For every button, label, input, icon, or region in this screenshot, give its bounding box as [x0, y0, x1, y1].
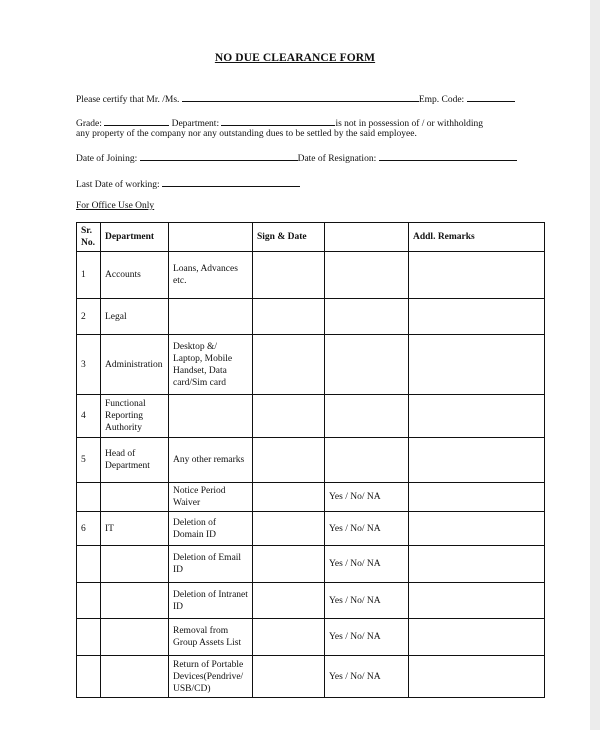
department-header: Department	[101, 223, 169, 252]
sign-date-cell	[253, 299, 325, 335]
last-day-blank	[162, 177, 300, 187]
department-cell	[101, 483, 169, 512]
status-cell	[325, 335, 409, 395]
table-row	[77, 546, 545, 583]
sign-date-cell	[253, 546, 325, 583]
item-cell: Deletion of Domain ID	[169, 512, 253, 546]
sr-cell: 6	[77, 512, 101, 546]
last-day-label: Last Date of working:	[76, 180, 160, 190]
sign-date-cell	[253, 483, 325, 512]
item-cell: Any other remarks	[169, 438, 253, 483]
department-cell: Functional Reporting Authority	[101, 395, 169, 438]
dates-line	[76, 151, 517, 165]
sign-date-cell	[253, 583, 325, 619]
remarks-cell	[409, 656, 545, 698]
table-row	[77, 438, 545, 483]
table-row	[77, 512, 545, 546]
item-cell: Deletion of Intranet ID	[169, 583, 253, 619]
certify-line	[76, 92, 515, 106]
doj-blank	[140, 151, 298, 161]
department-blank	[221, 116, 335, 126]
property-line: any property of the company nor any outstanding dues to be settled by the said employee.	[76, 129, 417, 139]
sign-date-cell	[253, 619, 325, 656]
remarks-cell	[409, 299, 545, 335]
sign-date-cell	[253, 395, 325, 438]
dor-label: Date of Resignation:	[297, 154, 377, 164]
sr-no-header: Sr. No.	[77, 223, 101, 252]
status-cell: Yes / No/ NA	[325, 546, 409, 583]
table-header-row	[77, 223, 545, 252]
emp-code-label: Emp. Code:	[418, 95, 465, 105]
table-row	[77, 252, 545, 299]
employee-name-blank	[182, 92, 419, 102]
item-cell: Notice Period Waiver	[169, 483, 253, 512]
item-header	[169, 223, 253, 252]
status-cell: Yes / No/ NA	[325, 619, 409, 656]
remarks-cell	[409, 483, 545, 512]
sign-date-cell	[253, 438, 325, 483]
grade-label: Grade:	[76, 119, 102, 129]
remarks-cell	[409, 546, 545, 583]
clearance-table	[76, 222, 545, 698]
sr-cell	[77, 656, 101, 698]
status-cell	[325, 252, 409, 299]
status-cell	[325, 299, 409, 335]
vertical-scrollbar[interactable]	[590, 0, 600, 730]
status-cell	[325, 438, 409, 483]
status-cell: Yes / No/ NA	[325, 512, 409, 546]
doj-label: Date of Joining:	[76, 154, 138, 164]
remarks-cell	[409, 619, 545, 656]
department-cell: IT	[101, 512, 169, 546]
dor-blank	[379, 151, 517, 161]
department-cell	[101, 583, 169, 619]
possession-text: is not in possession of / or withholding	[335, 119, 483, 129]
department-cell: Administration	[101, 335, 169, 395]
item-cell: Return of Portable Devices(Pendrive/ USB/CD)	[169, 656, 253, 698]
item-cell	[169, 395, 253, 438]
grade-blank	[104, 116, 169, 126]
table-row	[77, 583, 545, 619]
item-cell: Removal from Group Assets List	[169, 619, 253, 656]
table-row	[77, 656, 545, 698]
sr-cell	[77, 546, 101, 583]
sign-date-cell	[253, 512, 325, 546]
status-cell: Yes / No/ NA	[325, 483, 409, 512]
remarks-header: Addl. Remarks	[409, 223, 545, 252]
item-cell: Desktop &/ Laptop, Mobile Handset, Data card/Sim card	[169, 335, 253, 395]
last-day-line	[76, 177, 300, 191]
department-cell: Head of Department	[101, 438, 169, 483]
sr-cell	[77, 619, 101, 656]
sr-cell	[77, 483, 101, 512]
certify-label: Please certify that Mr. /Ms.	[76, 95, 180, 105]
remarks-cell	[409, 512, 545, 546]
item-cell: Deletion of Email ID	[169, 546, 253, 583]
table-row	[77, 619, 545, 656]
form-title: NO DUE CLEARANCE FORM	[214, 52, 376, 64]
table-row	[77, 395, 545, 438]
sr-cell	[77, 583, 101, 619]
department-cell	[101, 546, 169, 583]
sign-date-cell	[253, 252, 325, 299]
emp-code-blank	[467, 92, 515, 102]
item-cell: Loans, Advances etc.	[169, 252, 253, 299]
remarks-cell	[409, 335, 545, 395]
department-cell: Legal	[101, 299, 169, 335]
office-use-label: For Office Use Only	[76, 201, 155, 211]
remarks-cell	[409, 252, 545, 299]
sign-date-cell	[253, 656, 325, 698]
remarks-cell	[409, 395, 545, 438]
sign-date-header: Sign & Date	[253, 223, 325, 252]
sr-cell: 4	[77, 395, 101, 438]
table-row	[77, 299, 545, 335]
sign-date-cell	[253, 335, 325, 395]
status-cell	[325, 395, 409, 438]
table-row	[77, 335, 545, 395]
remarks-cell	[409, 438, 545, 483]
department-cell	[101, 656, 169, 698]
status-cell: Yes / No/ NA	[325, 656, 409, 698]
sr-cell: 1	[77, 252, 101, 299]
department-cell	[101, 619, 169, 656]
item-cell	[169, 299, 253, 335]
sr-cell: 2	[77, 299, 101, 335]
remarks-cell	[409, 583, 545, 619]
sr-cell: 3	[77, 335, 101, 395]
status-cell: Yes / No/ NA	[325, 583, 409, 619]
department-cell: Accounts	[101, 252, 169, 299]
table-row	[77, 483, 545, 512]
status-header	[325, 223, 409, 252]
sr-cell: 5	[77, 438, 101, 483]
department-label: Department:	[171, 119, 220, 129]
